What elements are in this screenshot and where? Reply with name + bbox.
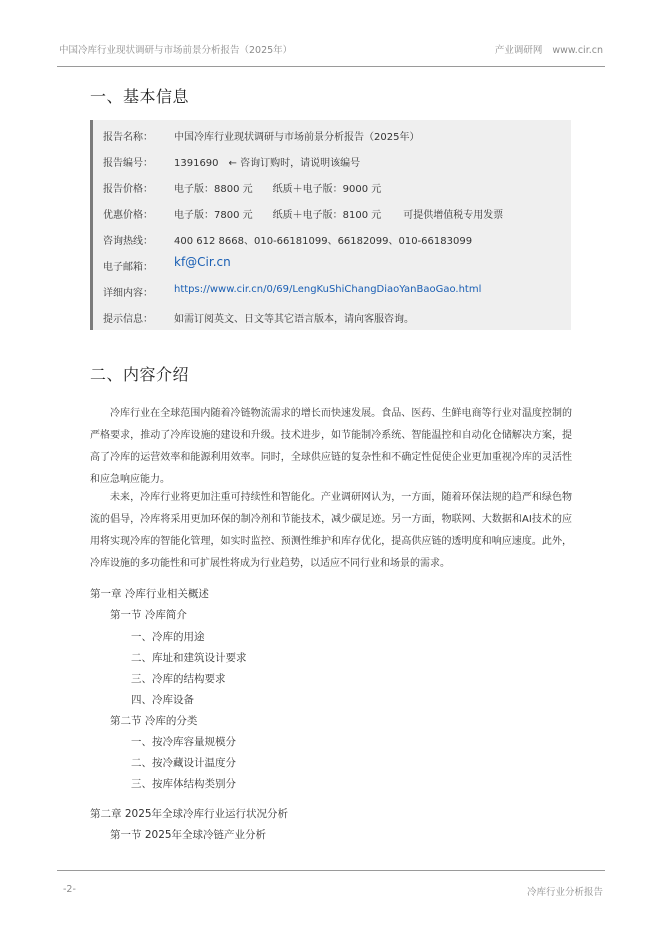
email-link[interactable]: kf@Cir.cn xyxy=(174,255,231,269)
intro-paragraph: 未来，冷库行业将更加注重可持续性和智能化。产业调研网认为，一方面，随着环保法规的趋严和绿色物流的倡导，冷库将采用更加环保的制冷剂和节能技术，减少碳足迹。另一方面，物联网、大数据和AI技术的应用将实现冷库的智能化管理，如实时监控、预测性维护和库存优化，提高供应链的透明度和响应速度。此外，冷库设施的多功能性和可扩展性将成为行业趋势，以适应不同行业和场景的需求。 xyxy=(90,492,572,569)
header-brand-block xyxy=(495,42,603,56)
info-label: 报告价格： xyxy=(103,184,153,195)
header-brand: 产业调研网 xyxy=(494,45,543,56)
info-row-email xyxy=(103,254,567,274)
info-label: 提示信息： xyxy=(103,314,153,325)
header-report-title: 中国冷库行业现状调研与市场前景分析报告（2025年） xyxy=(59,45,293,56)
toc-item[interactable]: 一、冷库的用途 xyxy=(131,631,205,643)
price-print-electronic: 纸质＋电子版：9000 元 xyxy=(272,184,382,195)
toc-item[interactable]: 一、按冷库容量规模分 xyxy=(131,736,236,748)
section-heading-basic-info: 一、基本信息 xyxy=(90,87,190,106)
info-row-report-name xyxy=(103,124,567,144)
page-number: -2- xyxy=(63,884,76,895)
info-row-hotline xyxy=(103,228,567,248)
info-label: 电子邮箱： xyxy=(103,262,153,273)
header-site-link[interactable]: www.cir.cn xyxy=(552,45,603,56)
toc-chapter[interactable]: 第二章 2025年全球冷库行业运行状况分析 xyxy=(90,808,289,820)
toc-chapter[interactable]: 第一章 冷库行业相关概述 xyxy=(90,588,209,600)
info-row-discount-price xyxy=(103,202,567,222)
invoice-note: 可提供增值税专用发票 xyxy=(403,210,504,221)
toc-item[interactable]: 三、按库体结构类别分 xyxy=(131,778,236,790)
discount-electronic: 电子版：7800 元 xyxy=(174,210,253,221)
page-footer xyxy=(57,870,605,898)
info-label: 优惠价格： xyxy=(103,210,153,221)
detail-url-link[interactable]: https://www.cir.cn/0/69/LengKuShiChangDiaoYanBaoGao.html xyxy=(174,284,482,295)
footer-report-title: 冷库行业分析报告 xyxy=(526,887,603,898)
info-value xyxy=(174,206,503,221)
toc-item[interactable]: 三、冷库的结构要求 xyxy=(131,673,226,685)
info-value: 中国冷库行业现状调研与市场前景分析报告（2025年） xyxy=(174,132,420,143)
info-row-price xyxy=(103,176,567,196)
toc-item[interactable]: 四、冷库设备 xyxy=(131,694,194,706)
info-value xyxy=(174,180,381,195)
toc-section[interactable]: 第一节 冷库简介 xyxy=(110,609,187,621)
toc-item[interactable]: 二、按冷藏设计温度分 xyxy=(131,757,236,769)
info-label: 咨询热线： xyxy=(103,236,153,247)
page-header xyxy=(57,40,605,67)
info-value: 1391690 ← 咨询订购时，请说明该编号 xyxy=(174,158,361,169)
price-electronic: 电子版：8800 元 xyxy=(174,184,253,195)
info-row-detail-url xyxy=(103,280,567,300)
toc-section[interactable]: 第二节 冷库的分类 xyxy=(110,715,198,727)
info-label: 详细内容： xyxy=(103,288,153,299)
info-row-report-number xyxy=(103,150,567,170)
basic-info-box xyxy=(90,120,571,330)
intro-paragraph: 冷库行业在全球范围内随着冷链物流需求的增长而快速发展。食品、医药、生鲜电商等行业对温度控制的严格要求，推动了冷库设施的建设和升级。技术进步，如节能制冷系统、智能温控和自动化仓储解决方案，提高了冷库的运营效率和能源利用效率。同时，全球供应链的复杂性和不确定性促使企业更加重视冷库的灵活性和应急响应能力。 xyxy=(90,408,572,485)
info-value: 如需订阅英文、日文等其它语言版本，请向客服咨询。 xyxy=(174,314,414,325)
discount-print-electronic: 纸质＋电子版：8100 元 xyxy=(272,210,382,221)
toc-item[interactable]: 二、库址和建筑设计要求 xyxy=(131,652,247,664)
section-heading-content-intro: 二、内容介绍 xyxy=(90,365,190,384)
info-label: 报告编号： xyxy=(103,158,153,169)
toc-section[interactable]: 第一节 2025年全球冷链产业分析 xyxy=(110,829,267,841)
info-label: 报告名称： xyxy=(103,132,153,143)
info-row-tip xyxy=(103,306,567,326)
hotline-numbers: 400 612 8668、010-66181099、66182099、010-66183099 xyxy=(174,236,473,247)
